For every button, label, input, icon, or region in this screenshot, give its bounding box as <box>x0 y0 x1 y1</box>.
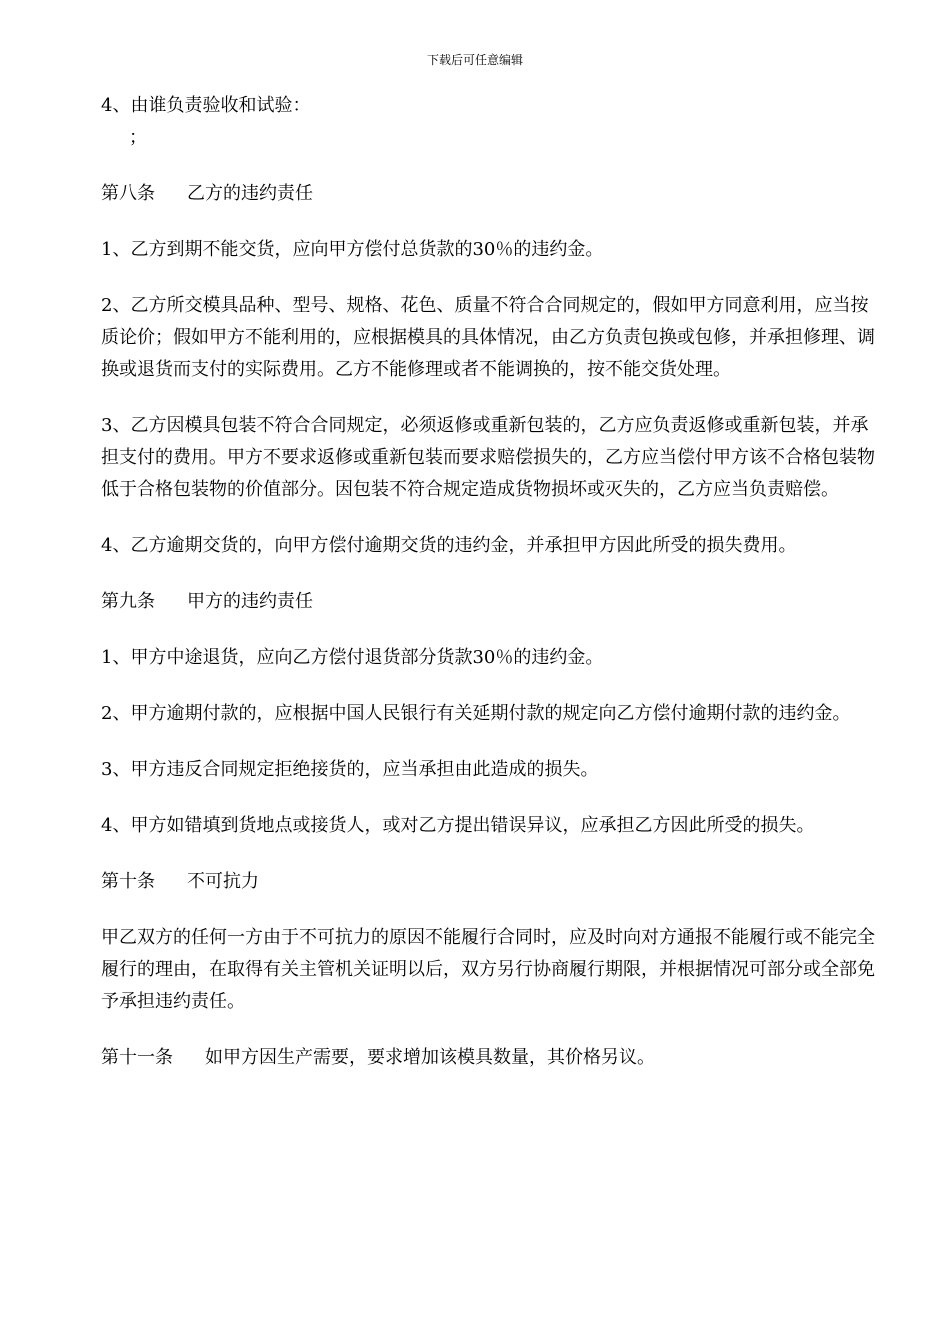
article-9-title: 甲方的违约责任 <box>187 591 313 612</box>
article-9-heading <box>101 586 876 618</box>
article-10-clause: 甲乙双方的任何一方由于不可抗力的原因不能履行合同时，应及时向对方通报不能履行或不能完全履行的理由，在取得有关主管机关证明以后，双方另行协商履行期限，并根据情况可部分或全部免予承担违约责任。 <box>101 927 875 1012</box>
article-10-title: 不可抗力 <box>187 871 259 892</box>
article-11-text: 如甲方因生产需要，要求增加该模具数量，其价格另议。 <box>205 1047 655 1068</box>
inspection-item: 4、由谁负责验收和试验： <box>101 95 311 116</box>
article-11-heading <box>101 1042 876 1074</box>
article-9-clause-4: 4、甲方如错填到货地点或接货人，或对乙方提出错误异议，应承担乙方因此所受的损失。 <box>101 815 815 836</box>
blank-semicolon: ； <box>129 127 147 148</box>
page-header-note: 下载后可任意编辑 <box>426 53 523 67</box>
article-9-number: 第九条 <box>101 591 155 612</box>
document-body <box>101 90 876 1074</box>
article-8-clause-2: 2、乙方所交模具品种、型号、规格、花色、质量不符合合同规定的，假如甲方同意利用，应当按质论价；假如甲方不能利用的，应根据模具的具体情况，由乙方负责包换或包修，并承担修理、调换或退货而支付的实际费用。乙方不能修理或者不能调换的，按不能交货处理。 <box>101 295 875 380</box>
article-10-heading <box>101 866 876 898</box>
article-8-clause-4: 4、乙方逾期交货的，向甲方偿付逾期交货的违约金，并承担甲方因此所受的损失费用。 <box>101 535 797 556</box>
article-8-heading <box>101 178 876 210</box>
article-11-number: 第十一条 <box>101 1047 173 1068</box>
article-9-clause-3: 3、甲方违反合同规定拒绝接货的，应当承担由此造成的损失。 <box>101 759 599 780</box>
article-8-clause-1: 1、乙方到期不能交货，应向甲方偿付总货款的30％的违约金。 <box>101 239 604 260</box>
article-10-number: 第十条 <box>101 871 155 892</box>
article-9-clause-2: 2、甲方逾期付款的，应根据中国人民银行有关延期付款的规定向乙方偿付逾期付款的违约金。 <box>101 703 851 724</box>
article-8-title: 乙方的违约责任 <box>187 183 313 204</box>
article-9-clause-1: 1、甲方中途退货，应向乙方偿付退货部分货款30％的违约金。 <box>101 647 604 668</box>
article-8-number: 第八条 <box>101 183 155 204</box>
article-8-clause-3: 3、乙方因模具包装不符合合同规定，必须返修或重新包装的，乙方应负责返修或重新包装，并承担支付的费用。甲方不要求返修或重新包装而要求赔偿损失的，乙方应当偿付甲方该不合格包装物低于合格包装物的价值部分。因包装不符合规定造成货物损坏或灭失的，乙方应当负责赔偿。 <box>101 415 875 500</box>
